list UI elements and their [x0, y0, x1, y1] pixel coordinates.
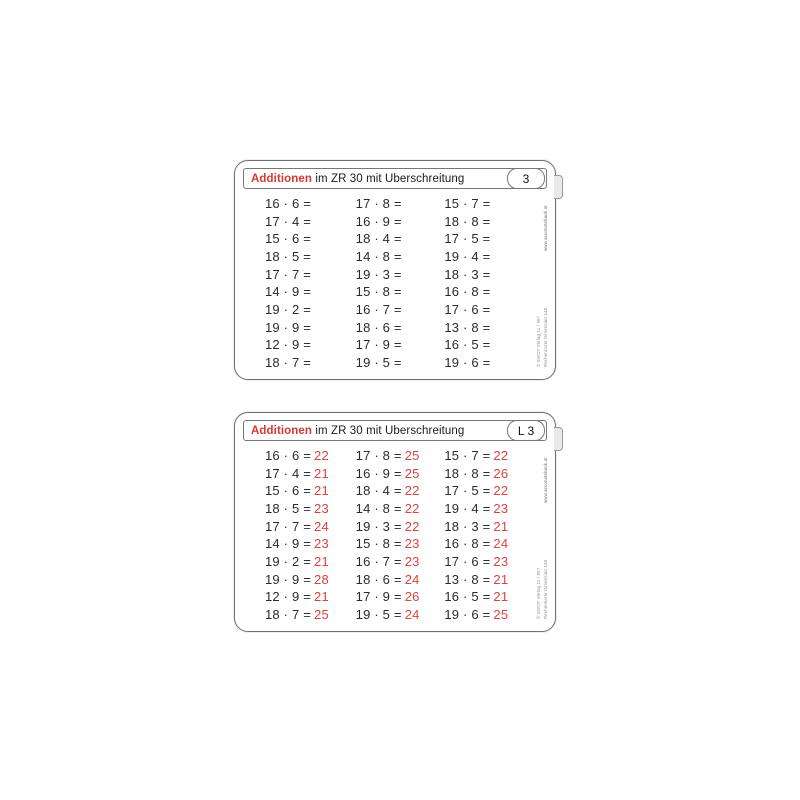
- card-title: [244, 173, 506, 185]
- solution-result: 23: [314, 500, 329, 516]
- card-badge: [506, 421, 546, 440]
- solution-card: [234, 412, 556, 632]
- exercise-row: 17 · 4 =: [265, 213, 312, 229]
- exercise-row: 15 · 8 =: [355, 284, 402, 300]
- exercise-row: 13 · 8 =: [444, 319, 491, 335]
- solution-result: 26: [493, 465, 509, 481]
- solution-expr: 13 · 8 =: [444, 571, 491, 587]
- solution-row: [356, 502, 437, 515]
- card-title: [244, 425, 506, 437]
- solution-result: 22: [314, 448, 329, 463]
- solution-result: 24: [493, 536, 509, 552]
- solution-result: 22: [404, 500, 420, 516]
- solution-row: [265, 555, 346, 568]
- exercise-row: 18 · 3 =: [444, 266, 491, 282]
- solution-expr: 16 · 7 =: [355, 553, 402, 569]
- solution-row: [356, 449, 437, 462]
- solution-result: 23: [493, 553, 509, 569]
- solution-expr: 19 · 2 =: [265, 553, 312, 569]
- exercise-row: 19 · 4 =: [444, 248, 491, 264]
- solution-result: 21: [493, 589, 509, 605]
- solution-row: [265, 502, 346, 515]
- exercise-row: 17 · 5 =: [444, 231, 491, 247]
- solution-result: 24: [314, 518, 329, 534]
- solution-row: [356, 555, 437, 568]
- exercise-column-1: [249, 195, 346, 371]
- card-side-imprint: [532, 191, 550, 371]
- exercise-row: 14 · 8 =: [355, 248, 402, 264]
- exercise-row: 18 · 4 =: [355, 231, 402, 247]
- card-title-accent: Additionen: [251, 424, 313, 437]
- solution-row: [265, 608, 346, 621]
- solution-row: [356, 590, 437, 603]
- exercise-row: 16 · 8 =: [444, 284, 491, 300]
- solution-column-1: [249, 447, 346, 623]
- solution-result: 22: [493, 483, 509, 499]
- exercise-row: 16 · 6 =: [265, 196, 312, 211]
- solution-expr: 17 · 8 =: [355, 448, 402, 463]
- solution-expr: 14 · 8 =: [355, 500, 402, 516]
- solution-row: [265, 573, 346, 586]
- card-header: [243, 168, 547, 189]
- imprint-url: www.acconotebook.at: [543, 457, 548, 503]
- solution-row: [444, 449, 525, 462]
- solution-expr: 18 · 7 =: [265, 606, 312, 622]
- exercise-row: 18 · 6 =: [355, 319, 402, 335]
- imprint-middle: Rechenkarte Dimension 148: [543, 559, 548, 619]
- solution-row: [444, 608, 525, 621]
- solution-row: [356, 573, 437, 586]
- solution-result: 26: [404, 589, 420, 605]
- solution-expr: 18 · 3 =: [444, 518, 491, 534]
- solution-result: 25: [404, 465, 420, 481]
- exercise-row: 15 · 7 =: [444, 196, 491, 211]
- card-title-accent: Additionen: [251, 172, 313, 185]
- solution-row: [356, 467, 437, 480]
- solution-expr: 16 · 9 =: [355, 465, 402, 481]
- solution-row: [265, 449, 346, 462]
- solution-expr: 19 · 5 =: [355, 606, 402, 622]
- imprint-url: www.acconotebook.at: [543, 205, 548, 251]
- solution-row: [444, 537, 525, 550]
- exercise-row: 16 · 9 =: [355, 213, 402, 229]
- solution-expr: 18 · 6 =: [355, 571, 402, 587]
- exercise-column-3: [436, 195, 525, 371]
- solution-row: [444, 573, 525, 586]
- solution-result: 25: [314, 606, 329, 622]
- card-tab: [554, 427, 563, 451]
- exercise-card: [234, 160, 556, 380]
- solution-column-2: [346, 447, 437, 623]
- solution-expr: 16 · 8 =: [444, 536, 491, 552]
- solution-result: 23: [404, 536, 420, 552]
- solution-result: 22: [404, 518, 420, 534]
- solution-row: [265, 520, 346, 533]
- exercise-row: 17 · 7 =: [265, 266, 312, 282]
- solution-expr: 19 · 4 =: [444, 500, 491, 516]
- exercise-row: 14 · 9 =: [265, 284, 312, 300]
- solution-expr: 16 · 6 =: [265, 448, 312, 463]
- solution-column-3: [436, 447, 525, 623]
- solution-expr: 17 · 9 =: [355, 589, 402, 605]
- exercise-row: 19 · 6 =: [444, 354, 491, 370]
- solution-result: 21: [493, 571, 509, 587]
- solution-row: [356, 484, 437, 497]
- solution-expr: 17 · 7 =: [265, 518, 312, 534]
- solution-result: 28: [314, 571, 329, 587]
- solution-result: 23: [314, 536, 329, 552]
- card-badge: [506, 169, 546, 188]
- solution-result: 21: [314, 483, 329, 499]
- exercise-row: 17 · 6 =: [444, 301, 491, 317]
- solution-result: 25: [404, 448, 420, 463]
- exercise-row: 15 · 6 =: [265, 231, 312, 247]
- solution-row: [265, 467, 346, 480]
- solution-row: [444, 520, 525, 533]
- imprint-left: © SWOT Verlag 11 / 997: [536, 315, 541, 367]
- solution-expr: 18 · 5 =: [265, 500, 312, 516]
- solution-expr: 14 · 9 =: [265, 536, 312, 552]
- card-tab: [554, 175, 563, 199]
- solution-row: [356, 537, 437, 550]
- card-badge-value: L 3: [507, 420, 545, 441]
- solution-row: [356, 520, 437, 533]
- exercise-grid: [249, 195, 525, 371]
- solution-result: 24: [404, 571, 420, 587]
- solution-expr: 18 · 8 =: [444, 465, 491, 481]
- solution-grid: [249, 447, 525, 623]
- exercise-column-2: [346, 195, 437, 371]
- solution-expr: 17 · 4 =: [265, 465, 312, 481]
- solution-row: [265, 484, 346, 497]
- card-header: [243, 420, 547, 441]
- exercise-row: 16 · 5 =: [444, 337, 491, 353]
- solution-expr: 15 · 7 =: [444, 448, 491, 463]
- solution-row: [444, 467, 525, 480]
- solution-row: [356, 608, 437, 621]
- exercise-row: 17 · 9 =: [355, 337, 402, 353]
- solution-result: 21: [314, 465, 329, 481]
- solution-result: 22: [404, 483, 420, 499]
- exercise-row: 12 · 9 =: [265, 337, 312, 353]
- card-badge-value: 3: [507, 168, 545, 189]
- solution-result: 21: [314, 589, 329, 605]
- imprint-middle: Rechenkarte Dimension 148: [543, 307, 548, 367]
- solution-result: 23: [404, 553, 420, 569]
- exercise-row: 16 · 7 =: [355, 301, 402, 317]
- card-side-imprint: [532, 443, 550, 623]
- solution-expr: 17 · 6 =: [444, 553, 491, 569]
- solution-expr: 18 · 4 =: [355, 483, 402, 499]
- solution-expr: 12 · 9 =: [265, 589, 312, 605]
- solution-result: 25: [493, 606, 509, 622]
- card-title-rest: im ZR 30 mit Überschreitung: [312, 172, 465, 185]
- solution-expr: 15 · 8 =: [355, 536, 402, 552]
- solution-row: [265, 590, 346, 603]
- solution-row: [444, 502, 525, 515]
- solution-row: [444, 590, 525, 603]
- solution-expr: 15 · 6 =: [265, 483, 312, 499]
- exercise-row: 18 · 8 =: [444, 213, 491, 229]
- solution-result: 21: [314, 553, 329, 569]
- exercise-row: 19 · 3 =: [355, 266, 402, 282]
- exercise-row: 19 · 5 =: [355, 354, 402, 370]
- solution-result: 21: [493, 518, 509, 534]
- exercise-row: 19 · 9 =: [265, 319, 312, 335]
- solution-result: 22: [493, 448, 509, 463]
- exercise-row: 18 · 7 =: [265, 354, 312, 370]
- solution-expr: 19 · 3 =: [355, 518, 402, 534]
- solution-row: [444, 484, 525, 497]
- solution-expr: 19 · 9 =: [265, 571, 312, 587]
- solution-result: 24: [404, 606, 420, 622]
- exercise-row: 18 · 5 =: [265, 248, 312, 264]
- solution-result: 23: [493, 500, 509, 516]
- imprint-left: © SWOT Verlag 11 / 997: [536, 567, 541, 619]
- solution-expr: 19 · 6 =: [444, 606, 491, 622]
- solution-row: [444, 555, 525, 568]
- solution-expr: 16 · 5 =: [444, 589, 491, 605]
- solution-row: [265, 537, 346, 550]
- exercise-row: 19 · 2 =: [265, 301, 312, 317]
- solution-expr: 17 · 5 =: [444, 483, 491, 499]
- card-title-rest: im ZR 30 mit Überschreitung: [312, 424, 465, 437]
- exercise-row: 17 · 8 =: [355, 196, 402, 211]
